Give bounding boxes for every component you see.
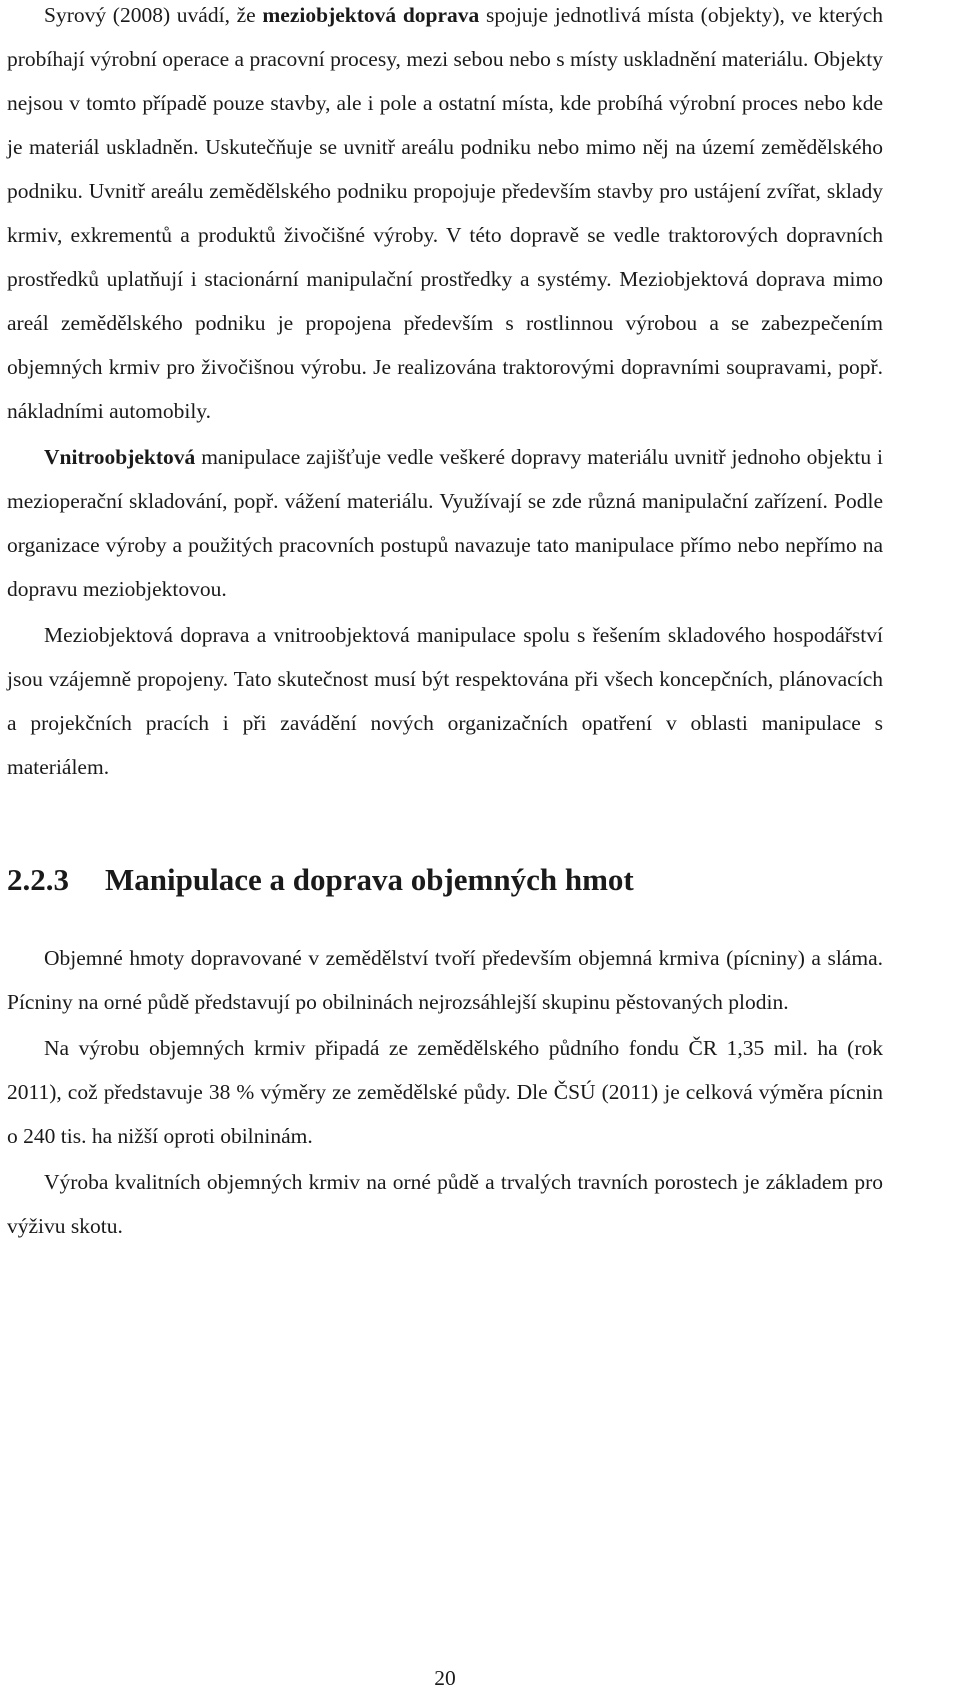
section-title: Manipulace a doprava objemných hmot [105, 862, 634, 897]
paragraph-meziobjektova-doprava [7, 0, 883, 433]
section-number: 2.2.3 [7, 862, 69, 897]
paragraph-propojeni: Meziobjektová doprava a vnitroobjektová manipulace spolu s řešením skladového hospodářství jsou vzájemně propojeny. Tato skutečnost musí být respektována při všech koncepčních, plánovacích a projekčních pracích i při zavádění nových organizačních opatření v oblasti manipulace s materiálem. [7, 623, 883, 779]
paragraph-vnitroobjektova-manipulace [7, 435, 883, 611]
paragraph-objemne-hmoty: Objemné hmoty dopravované v zemědělství tvoří především objemná krmiva (pícniny) a sláma. Pícniny na orné půdě představují po obilninách nejrozsáhlejší skupinu pěstovaných plodin. [7, 946, 883, 1014]
section-heading [7, 858, 883, 902]
term-meziobjektova-doprava: meziobjektová doprava [262, 3, 480, 27]
paragraph-vyroba-krmiv: Na výrobu objemných krmiv připadá ze zemědělského půdního fondu ČR 1,35 mil. ha (rok 2011), což představuje 38 % výměry ze zemědělské půdy. Dle ČSÚ (2011) je celková výměra pícnin o 240 tis. ha nižší oproti obilninám. [7, 1036, 883, 1148]
paragraph-text-start: Syrový (2008) uvádí, že [44, 3, 263, 27]
page-content [7, 0, 883, 1248]
term-vnitroobjektova: Vnitroobjektová [44, 445, 196, 469]
paragraph-text-rest: manipulace zajišťuje vedle veškeré dopravy materiálu uvnitř jednoho objektu i mezioperační skladování, popř. vážení materiálu. Využívají se zde různá manipulační zařízení. Podle organizace výroby a použitých pracovních postupů navazuje tato manipulace přímo nebo nepřímo na dopravu meziobjektovou. [7, 445, 883, 601]
page-number: 20 [434, 1666, 456, 1690]
paragraph-vyziva-skotu: Výroba kvalitních objemných krmiv na orné půdě a trvalých travních porostech je základem pro výživu skotu. [7, 1170, 883, 1238]
paragraph-text-rest: spojuje jednotlivá místa (objekty), ve kterých probíhají výrobní operace a pracovní procesy, mezi sebou nebo s místy uskladnění materiálu. Objekty nejsou v tomto případě pouze stavby, ale i pole a ostatní místa, kde probíhá výrobní proces nebo kde je materiál uskladněn. Uskutečňuje se uvnitř areálu podniku nebo mimo něj na území zemědělského podniku. Uvnitř areálu zemědělského podniku propojuje především stavby pro ustájení zvířat, sklady krmiv, exkrementů a produktů živočišné výroby. V této dopravě se vedle traktorových dopravních prostředků uplatňují i stacionární manipulační prostředky a systémy. Meziobjektová doprava mimo areál zemědělského podniku je propojena především s rostlinnou výrobou a se zabezpečením objemných krmiv pro živočišnou výrobu. Je realizována traktorovými dopravními soupravami, popř. nákladními automobily. [7, 3, 883, 423]
